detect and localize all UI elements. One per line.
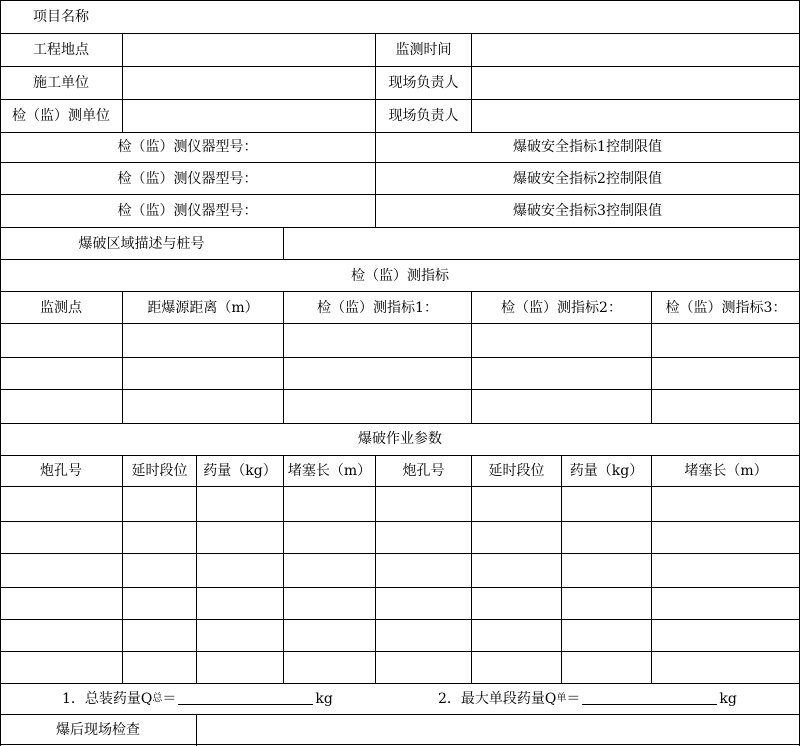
max-charge-label: 2．最大单段药量Q bbox=[438, 690, 557, 707]
param-col-header: 堵塞长（m） bbox=[287, 462, 372, 479]
site-field[interactable] bbox=[123, 35, 375, 66]
total-charge-line bbox=[0, 683, 376, 714]
table-rule bbox=[0, 323, 800, 324]
table-rule bbox=[196, 455, 197, 684]
monitor-time-field[interactable] bbox=[472, 35, 799, 66]
table-rule bbox=[0, 587, 800, 588]
total-charge-field[interactable] bbox=[178, 692, 313, 705]
table-rule bbox=[0, 521, 800, 522]
table-rule bbox=[0, 619, 800, 620]
inspector-unit-label: 检（监）测单位 bbox=[12, 108, 110, 124]
inspector-unit-field[interactable] bbox=[123, 101, 375, 132]
post-check-label: 爆后现场检查 bbox=[56, 722, 140, 738]
monitor-col-header: 检（监）测指标2： bbox=[501, 299, 622, 316]
table-rule bbox=[283, 455, 284, 684]
param-col-header: 堵塞长（m） bbox=[684, 462, 768, 479]
param-col-header: 药量（kg） bbox=[569, 462, 644, 479]
site-label: 工程地点 bbox=[33, 42, 89, 58]
table-rule bbox=[0, 389, 800, 390]
total-charge-eq: ＝ bbox=[162, 690, 177, 707]
site-lead-field[interactable] bbox=[472, 68, 799, 99]
max-charge-line bbox=[380, 683, 800, 714]
max-charge-eq: ＝ bbox=[566, 690, 581, 707]
table-rule bbox=[0, 455, 1, 684]
limit-value-label: 爆破安全指标2控制限值 bbox=[513, 170, 662, 187]
monitor-col-header: 检（监）测指标3： bbox=[665, 299, 787, 316]
table-rule bbox=[561, 455, 562, 684]
blast-area-label: 爆破区域描述与桩号 bbox=[78, 235, 205, 252]
param-col-header: 延时段位 bbox=[131, 462, 188, 479]
site-lead-label: 现场负责人 bbox=[388, 75, 459, 91]
table-rule bbox=[471, 455, 472, 684]
blast-area-field[interactable] bbox=[284, 229, 799, 259]
total-charge-sub: 总 bbox=[152, 692, 163, 704]
monitor-col-header: 监测点 bbox=[40, 299, 82, 316]
site-lead-field[interactable] bbox=[472, 101, 799, 132]
table-rule bbox=[0, 486, 800, 487]
monitor-col-header: 距爆源距离（m） bbox=[147, 299, 259, 316]
limit-value-label: 爆破安全指标3控制限值 bbox=[513, 203, 662, 219]
table-rule bbox=[651, 455, 652, 684]
total-charge-unit: kg bbox=[315, 690, 333, 707]
monitor-time-label: 监测时间 bbox=[395, 42, 452, 58]
table-rule bbox=[0, 553, 800, 554]
contractor-label: 施工单位 bbox=[33, 75, 89, 91]
project-name-label: 项目名称 bbox=[33, 8, 89, 25]
post-check-field[interactable] bbox=[197, 716, 799, 745]
instrument-model-label: 检（监）测仪器型号： bbox=[117, 203, 258, 219]
param-col-header: 炮孔号 bbox=[402, 462, 445, 479]
instrument-model-label: 检（监）测仪器型号： bbox=[117, 139, 258, 155]
instrument-model-label: 检（监）测仪器型号： bbox=[117, 170, 258, 187]
project-name-field[interactable] bbox=[123, 1, 799, 33]
param-col-header: 炮孔号 bbox=[40, 462, 82, 479]
max-charge-unit: kg bbox=[719, 690, 737, 707]
table-rule bbox=[0, 357, 800, 358]
table-rule bbox=[375, 455, 376, 684]
contractor-field[interactable] bbox=[123, 68, 375, 99]
total-charge-label: 1．总装药量Q bbox=[62, 690, 153, 707]
limit-value-label: 爆破安全指标1控制限值 bbox=[513, 139, 662, 155]
indicators-header: 检（监）测指标 bbox=[351, 267, 449, 284]
table-rule bbox=[0, 651, 800, 652]
max-charge-field[interactable] bbox=[582, 692, 717, 705]
param-col-header: 药量（kg） bbox=[203, 462, 277, 479]
param-col-header: 延时段位 bbox=[488, 462, 545, 479]
table-rule bbox=[122, 455, 123, 684]
max-charge-sub: 单 bbox=[556, 692, 567, 704]
params-header: 爆破作业参数 bbox=[358, 431, 442, 447]
monitor-col-header: 检（监）测指标1： bbox=[317, 299, 438, 316]
site-lead-label: 现场负责人 bbox=[388, 108, 459, 124]
